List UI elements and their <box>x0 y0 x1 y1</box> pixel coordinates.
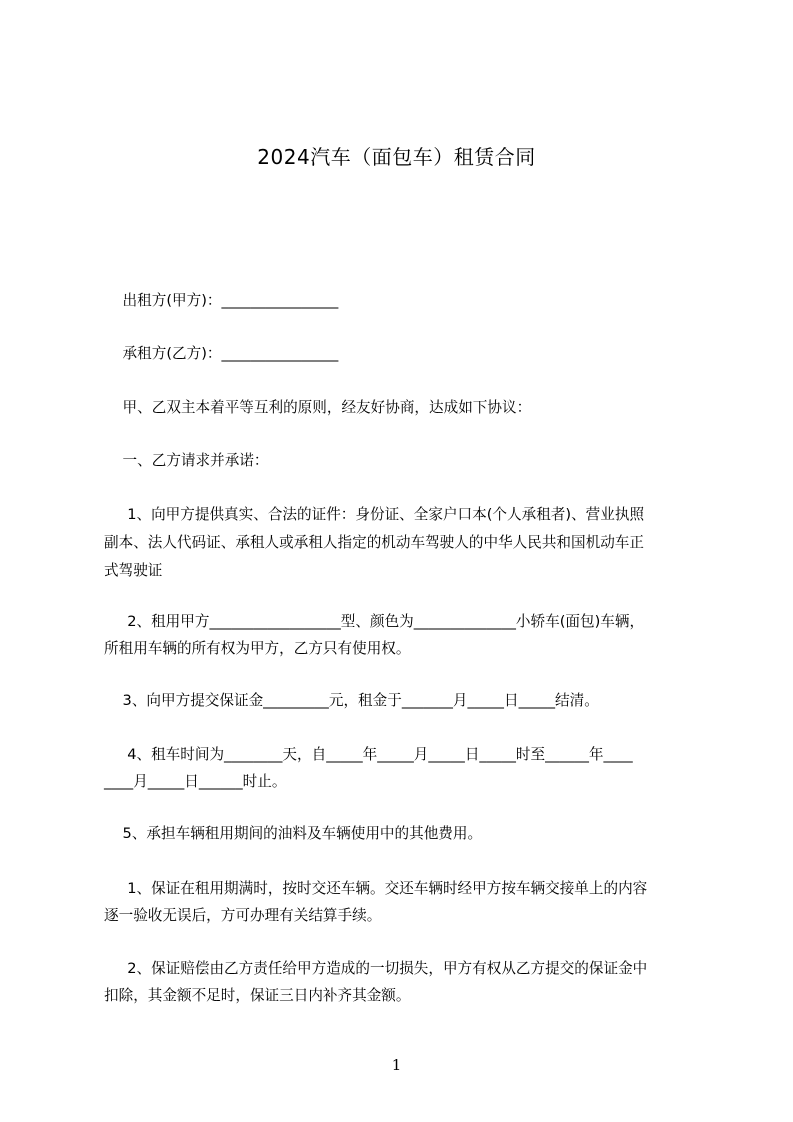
clause-3-line-1: 3、向甲方提交保证金_________元，租金于_______月_____日_____结清。 <box>104 692 599 709</box>
intro-paragraph: 甲、乙双主本着平等互利的原则，经友好协商，达成如下协议： <box>104 399 532 416</box>
clause-2-line-1: 2、租用甲方__________________型、颜色为______________小轿车(面包)车辆， <box>104 613 645 630</box>
clause-1-line-1: 1、向甲方提供真实、合法的证件：身份证、全家户口本(个人承租者)、营业执照 <box>104 506 645 523</box>
clause-2-line-2: 所租用车辆的所有权为甲方，乙方只有使用权。 <box>104 640 411 657</box>
clause-4-line-2: ____月_____日______时止。 <box>104 773 287 790</box>
clause-7-line-1: 2、保证赔偿由乙方责任给甲方造成的一切损失，甲方有权从乙方提交的保证金中 <box>104 960 648 977</box>
clause-6-line-1: 1、保证在租用期满时，按时交还车辆。交还车辆时经甲方按车辆交接单上的内容 <box>104 880 648 897</box>
lessee-line: 承租方(乙方)：________________ <box>104 345 339 362</box>
clause-1-line-2: 副本、法人代码证、承租人或承租人指定的机动车驾驶人的中华人民共和国机动车正 <box>104 534 644 551</box>
lessor-line: 出租方(甲方)：________________ <box>104 292 339 309</box>
clause-1-line-3: 式驾驶证 <box>104 562 163 579</box>
clause-5-line-1: 5、承担车辆租用期间的油料及车辆使用中的其他费用。 <box>104 825 483 842</box>
clause-7-line-2: 扣除，其金额不足时，保证三日内补齐其金额。 <box>104 987 411 1004</box>
section-heading-1: 一、乙方请求并承诺： <box>104 452 269 469</box>
clause-4-line-1: 4、租车时间为________天，自_____年_____月_____日_____时至______年____ <box>104 746 633 763</box>
document-title: 2024汽车（面包车）租赁合同 <box>257 145 536 169</box>
clause-6-line-2: 逐一验收无误后，方可办理有关结算手续。 <box>104 907 382 924</box>
page-number: 1 <box>391 1056 402 1074</box>
